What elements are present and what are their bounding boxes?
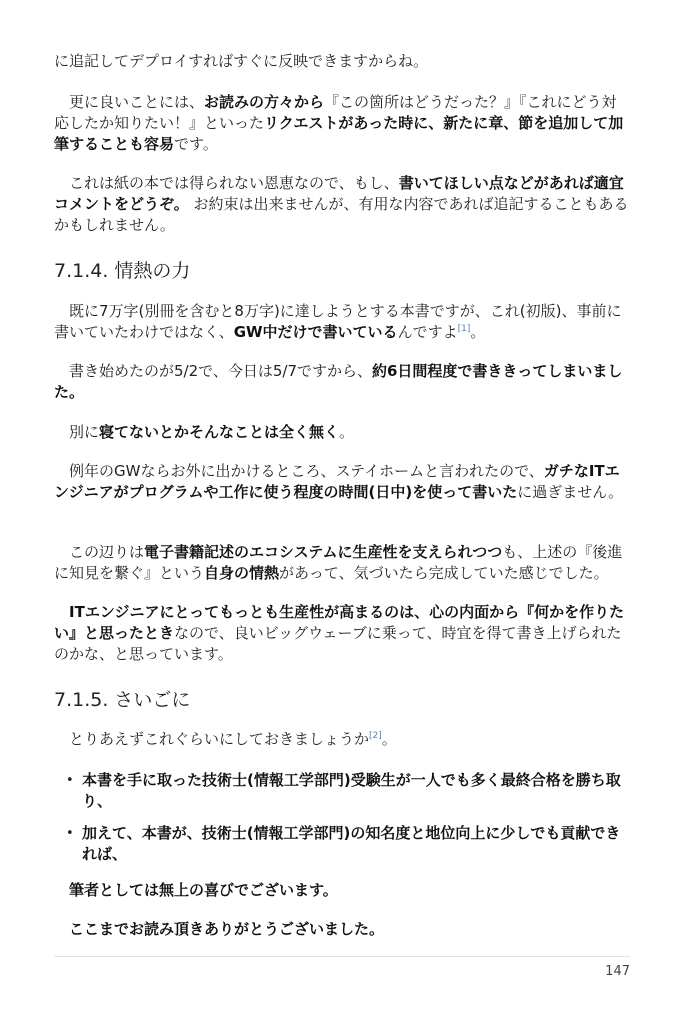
paragraph-productivity: ITエンジニアにとってもっとも生産性が高まるのは、心の内面から『何かを作りたい』と思ったときなので、良いビッグウェーブに乗って、時宜を得て書き上げられたのかな、と思っています。 [54,603,625,663]
list-item: • 本書を手に取った技術士(情報工学部門)受験生が一人でも多く最終合格を勝ち取り、 [82,770,630,812]
paragraph-gw-time: 例年のGWならお外に出かけるところ、ステイホームと言われたので、ガチなITエンジニアがプログラムや工作に使う程度の時間(日中)を使って書いたに過ぎません。 [54,462,624,501]
paragraph-thanks: ここまでお読み頂きありがとうございました。 [69,920,385,938]
paragraph-joy: 筆者としては無上の喜びでございます。 [69,881,338,899]
paragraph-continuation: に追記してデプロイすればすぐに反映できますからね。 [54,52,429,70]
footnote-link-1[interactable]: [1] [457,324,471,334]
wish-list [54,770,630,865]
paragraph-closing: とりあえずこれぐらいにしておきましょうか[2]。 [69,730,397,748]
paragraph-character-count: 既に7万字(別冊を含むと8万字)に達しようとする本書ですが、これ(初版)、事前に書いていたわけではなく、GW中だけで書いているんですよ[1]。 [54,302,622,341]
paragraph-no-sleep: 別に寝てないとかそんなことは全く無く。 [69,423,355,441]
paragraph-requests: 更に良いことには、お読みの方々から『この箇所はどうだった？』『これにどう対応したか知りたい！』といったリクエストがあった時に、新たに章、節を追加して加筆することも容易です。 [54,93,624,153]
paragraph-ecosystem: この辺りは電子書籍記述のエコシステムに生産性を支えられつつも、上述の『後進に知見を繋ぐ』という自身の情熱があって、気づいたら完成していた感じでした。 [54,543,623,582]
section-heading-7-1-5: 7.1.5. さいごに [54,689,191,711]
list-item: • 加えて、本書が、技術士(情報工学部門)の知名度と地位向上に少しでも貢献できれば、 [82,823,630,865]
footer-divider [54,956,630,957]
paragraph-writing-period: 書き始めたのが5/2で、今日は5/7ですから、約6日間程度で書ききってしまいました。 [54,362,623,401]
paragraph-comments: これは紙の本では得られない恩恵なので、もし、書いてほしい点などがあれば適宜コメントをどうぞ。 お約束は出来ませんが、有用な内容であれば追記することもあるかもしれません。 [54,174,629,234]
section-heading-7-1-4: 7.1.4. 情熱の力 [54,260,191,282]
page-number: 147 [605,964,630,979]
footnote-link-2[interactable]: [2] [369,731,382,741]
